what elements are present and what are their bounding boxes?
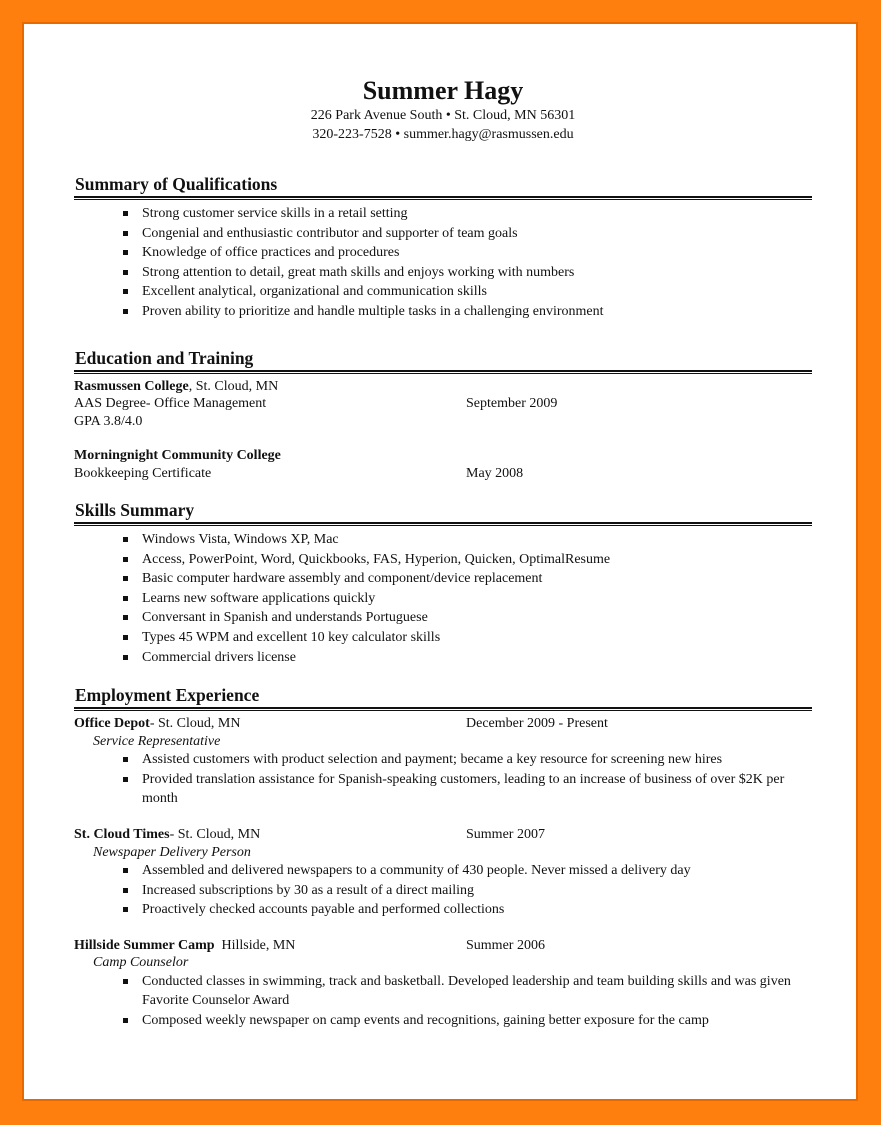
- school-row: [74, 447, 812, 465]
- job-entry: [74, 826, 812, 920]
- company-location: - St. Cloud, MN: [149, 716, 241, 732]
- bullet-icon: [123, 231, 128, 236]
- list-item: Strong attention to detail, great math skills and enjoys working with numbers: [142, 263, 812, 283]
- school-name: Morningnight Community College: [74, 448, 281, 464]
- list-item: Knowledge of office practices and procedures: [142, 243, 812, 263]
- section-title: Education and Training: [75, 347, 254, 368]
- school-row: [74, 378, 812, 396]
- company-name: Office Depot: [74, 716, 150, 732]
- bullet-icon: [123, 289, 128, 294]
- job-role: Camp Counselor: [93, 955, 189, 971]
- list-item: Excellent analytical, organizational and communication skills: [142, 282, 812, 302]
- education-date: May 2008: [466, 465, 524, 481]
- list-item: Proven ability to prioritize and handle multiple tasks in a challenging environment: [142, 302, 812, 322]
- list-item: Types 45 WPM and excellent 10 key calculator skills: [142, 628, 812, 648]
- job-entry: [74, 937, 812, 1031]
- employment-section: [74, 685, 812, 1030]
- bullet-icon: [123, 757, 128, 762]
- gpa-row: [74, 413, 812, 431]
- job-date: Summer 2006: [466, 937, 545, 953]
- bullet-icon: [123, 888, 128, 893]
- company-location: Hillside, MN: [214, 937, 296, 953]
- company-location: - St. Cloud, MN: [169, 827, 261, 842]
- degree-row: [74, 465, 812, 483]
- list-item: Congenial and enthusiastic contributor and supporter of team goals: [142, 224, 812, 244]
- bullet-icon: [123, 1018, 128, 1023]
- bullet-icon: [123, 557, 128, 562]
- resume-name: Summer Hagy: [362, 76, 524, 105]
- list-item: Conducted classes in swimming, track and basketball. Developed leadership and team building skills and was given Favorite Counselor Award: [142, 972, 808, 1011]
- education-section: [74, 348, 812, 483]
- gpa: GPA 3.8/4.0: [74, 413, 143, 429]
- bullet-icon: [123, 596, 128, 601]
- list-item: Assisted customers with product selection and payment; became a key resource for screening new hires: [142, 750, 808, 770]
- contact-address: 226 Park Avenue South • St. Cloud, MN 56301: [310, 108, 576, 123]
- list-item: Assembled and delivered newspapers to a community of 430 people. Never missed a delivery day: [142, 861, 812, 881]
- company-name: St. Cloud Times: [74, 827, 170, 842]
- skills-list: [74, 530, 812, 667]
- bullet-icon: [123, 270, 128, 275]
- job-header-row: [74, 826, 812, 844]
- section-title: Employment Experience: [75, 685, 260, 706]
- section-divider: [74, 707, 812, 711]
- job-date: Summer 2007: [466, 827, 545, 842]
- bullet-icon: [123, 615, 128, 620]
- list-item: Conversant in Spanish and understands Portuguese: [142, 608, 812, 628]
- job-bullets: [74, 750, 812, 809]
- education-entry: [74, 378, 812, 431]
- education-date: September 2009: [466, 396, 558, 412]
- job-date: December 2009 - Present: [466, 716, 608, 732]
- degree-row: [74, 395, 812, 413]
- company-name: Hillside Summer Camp: [74, 937, 215, 953]
- degree: AAS Degree- Office Management: [74, 396, 267, 412]
- summary-section: [74, 174, 812, 322]
- bullet-icon: [123, 250, 128, 255]
- section-divider: [74, 196, 812, 200]
- skills-section: [74, 500, 812, 667]
- list-item: Access, PowerPoint, Word, Quickbooks, FAS, Hyperion, Quicken, OptimalResume: [142, 550, 812, 570]
- bullet-icon: [123, 979, 128, 984]
- bullet-icon: [123, 868, 128, 873]
- section-divider: [74, 370, 812, 374]
- degree: Bookkeeping Certificate: [74, 465, 212, 481]
- bullet-icon: [123, 309, 128, 314]
- job-role: Newspaper Delivery Person: [93, 844, 251, 860]
- bullet-icon: [123, 655, 128, 660]
- education-entry: [74, 447, 812, 482]
- list-item: Strong customer service skills in a retail setting: [142, 204, 812, 224]
- section-title: Skills Summary: [75, 500, 195, 521]
- job-bullets: [74, 861, 812, 920]
- school-location: , St. Cloud, MN: [188, 378, 279, 394]
- bullet-icon: [123, 211, 128, 216]
- bullet-icon: [123, 635, 128, 640]
- job-role: Service Representative: [93, 733, 221, 749]
- job-bullets: [74, 972, 812, 1031]
- list-item: Windows Vista, Windows XP, Mac: [142, 530, 812, 550]
- list-item: Learns new software applications quickly: [142, 589, 812, 609]
- resume-page: [22, 22, 858, 1101]
- list-item: Provided translation assistance for Spanish-speaking customers, leading to an increase of business of over $2K per month: [142, 770, 808, 809]
- list-item: Composed weekly newspaper on camp events and recognitions, gaining better exposure for the camp: [142, 1011, 808, 1031]
- bullet-icon: [123, 777, 128, 782]
- job-header-row: [74, 715, 812, 733]
- summary-list: [74, 204, 812, 322]
- section-title: Summary of Qualifications: [75, 174, 278, 194]
- bullet-icon: [123, 907, 128, 912]
- school-name: Rasmussen College: [74, 378, 189, 394]
- bullet-icon: [123, 537, 128, 542]
- list-item: Proactively checked accounts payable and performed collections: [142, 900, 812, 920]
- list-item: Increased subscriptions by 30 as a result of a direct mailing: [142, 881, 812, 901]
- list-item: Basic computer hardware assembly and component/device replacement: [142, 569, 812, 589]
- bullet-icon: [123, 576, 128, 581]
- section-divider: [74, 522, 812, 526]
- contact-phone-email: 320-223-7528 • summer.hagy@rasmussen.edu: [312, 127, 574, 142]
- job-entry: [74, 715, 812, 809]
- job-header-row: [74, 937, 812, 955]
- resume-content: [74, 76, 812, 1031]
- list-item: Commercial drivers license: [142, 648, 812, 668]
